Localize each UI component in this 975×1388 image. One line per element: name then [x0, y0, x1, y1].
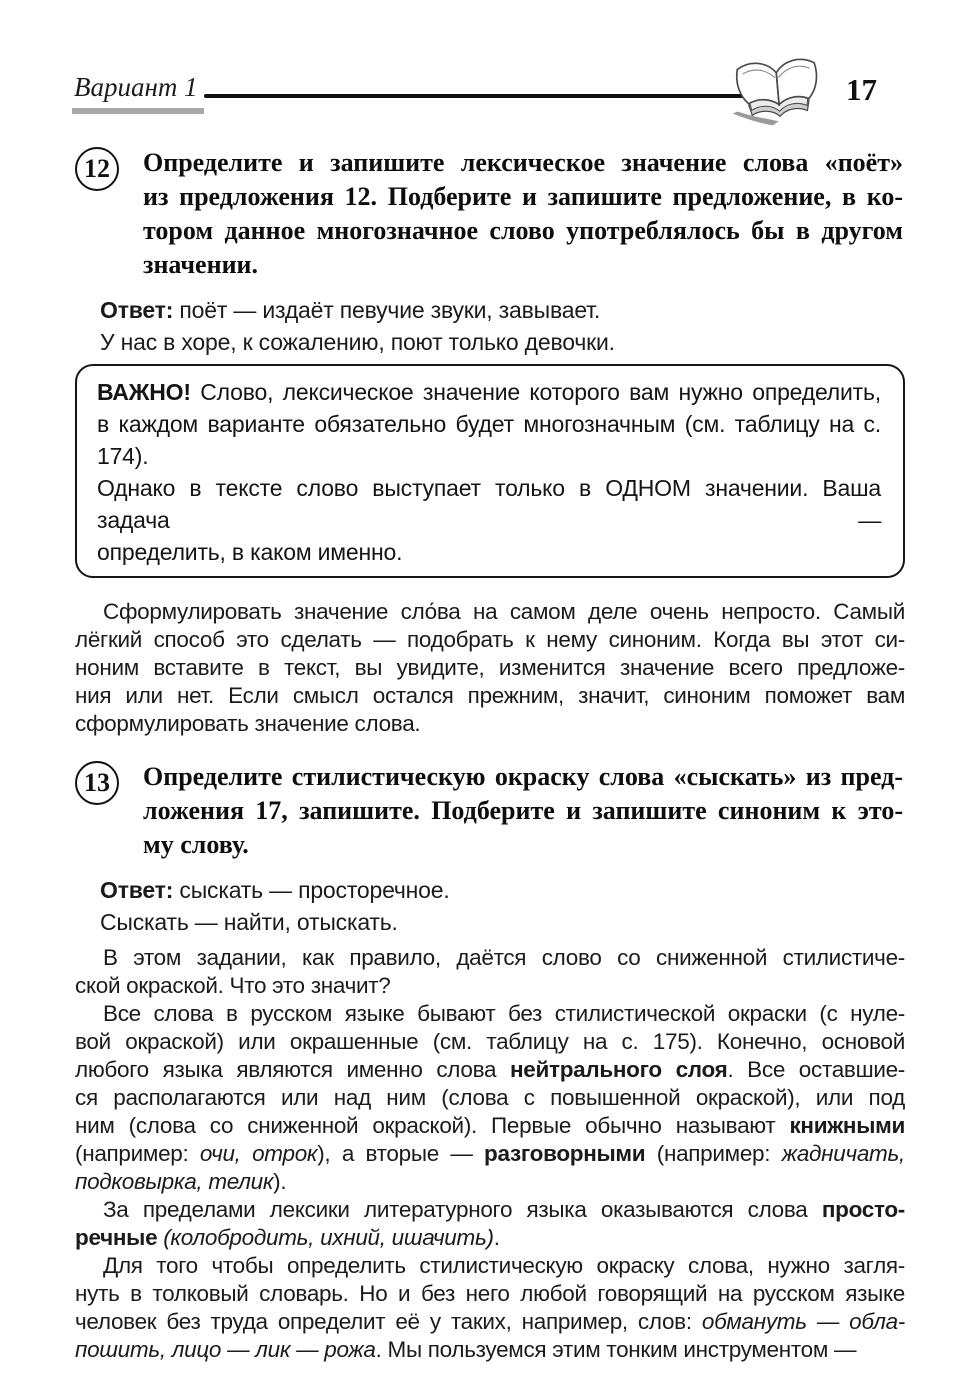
header-rule — [204, 94, 764, 98]
text-line: подковырка, телик). — [75, 1169, 287, 1194]
task-12 — [75, 146, 905, 282]
text-line: речные (колобродить, ихний, ишачить). — [75, 1225, 500, 1250]
text-line: сформулировать значение слова. — [75, 711, 421, 736]
explain-paragraph-2 — [75, 1000, 905, 1196]
text-line: Сформулировать значение сло́ва на самом деле очень непросто. Самый — [103, 599, 905, 624]
text-line: любого языка являются именно слова нейтрального слоя. Все оставшие- — [75, 1057, 906, 1082]
text-line: Определите и запишите лексическое значение слова «поёт» — [143, 148, 903, 177]
text-line: ложения 17, запишите. Подберите и запишите синоним к это- — [143, 796, 903, 825]
task-13-number-badge: 13 — [75, 761, 119, 805]
intro-paragraph — [75, 598, 905, 738]
text-line: У нас в хоре, к сожалению, поют только девочки. — [100, 329, 615, 355]
open-book-icon — [726, 54, 830, 130]
text-line: лёгкий способ это сделать — подобрать к нему синоним. Когда вы этот си- — [75, 627, 905, 652]
text-line: тором данное многозначное слово употреблялось бы в другом — [143, 216, 903, 245]
text-line: из предложения 12. Подберите и запишите предложение, в ко- — [143, 182, 903, 211]
important-box — [75, 364, 905, 578]
task-13 — [75, 760, 905, 862]
text-line: ской окраской. Что это значит? — [75, 973, 391, 998]
task-13-text — [143, 760, 903, 862]
text-line: му слову. — [143, 830, 249, 859]
text-line: Определите стилистическую окраску слова «сыскать» из пред- — [143, 762, 903, 791]
explain-paragraph-4 — [75, 1252, 905, 1364]
text-line: Ответ: поёт — издаёт певучие звуки, завывает. — [100, 297, 601, 323]
text-line: ВАЖНО! Слово, лексическое значение которого вам нужно определить, — [97, 379, 881, 405]
variant-label: Вариант 1 — [72, 72, 204, 114]
text-line: Все слова в русском языке бывают без стилистической окраски (с нуле- — [103, 1001, 905, 1026]
page-number: 17 — [846, 72, 877, 107]
text-line: ноним вставите в текст, вы увидите, изменится значение всего предложе- — [75, 655, 905, 680]
text-line: человек без труда определит её у таких, например, слов: обмануть — обла- — [75, 1309, 905, 1334]
text-line: Однако в тексте слово выступает только в ОДНОМ значении. Ваша задача — — [97, 475, 881, 533]
explain-paragraph-1 — [75, 944, 905, 1000]
text-line: Ответ: сыскать — просторечное. — [100, 877, 450, 903]
text-line: В этом задании, как правило, даётся слово со сниженной стилистиче- — [103, 945, 905, 970]
answer-13 — [100, 874, 905, 938]
answer-12 — [100, 294, 905, 358]
text-line: нуть в толковый словарь. Но и без него любой говорящий на русском языке — [75, 1281, 905, 1306]
text-line: пошить, лицо — лик — рожа. Мы пользуемся этим тонким инструментом — — [75, 1337, 857, 1362]
text-line: Сыскать — найти, отыскать. — [100, 909, 398, 935]
text-line: в каждом варианте обязательно будет многозначным (см. таблицу на с. 174). — [97, 411, 881, 469]
text-line: ся располагаются или над ним (слова с повышенной окраской), или под — [75, 1085, 905, 1110]
text-line: ним (слова со сниженной окраской). Первые обычно называют книжными — [75, 1113, 905, 1138]
text-line: вой окраской) или окрашенные (см. таблицу на с. 175). Конечно, основой — [75, 1029, 905, 1054]
text-line: (например: очи, отрок), а вторые — разговорными (например: жадничать, — [75, 1141, 905, 1166]
text-line: Для того чтобы определить стилистическую окраску слова, нужно загля- — [103, 1253, 905, 1278]
text-line: За пределами лексики литературного языка оказываются слова просто- — [103, 1197, 905, 1222]
page-content — [75, 146, 905, 1364]
text-line: ния или нет. Если смысл остался прежним, значит, синоним поможет вам — [75, 683, 905, 708]
task-12-number-badge: 12 — [75, 147, 119, 191]
page-header — [0, 0, 975, 138]
explain-paragraph-3 — [75, 1196, 905, 1252]
text-line: определить, в каком именно. — [97, 539, 403, 565]
text-line: значении. — [143, 250, 259, 279]
task-12-text — [143, 146, 903, 282]
